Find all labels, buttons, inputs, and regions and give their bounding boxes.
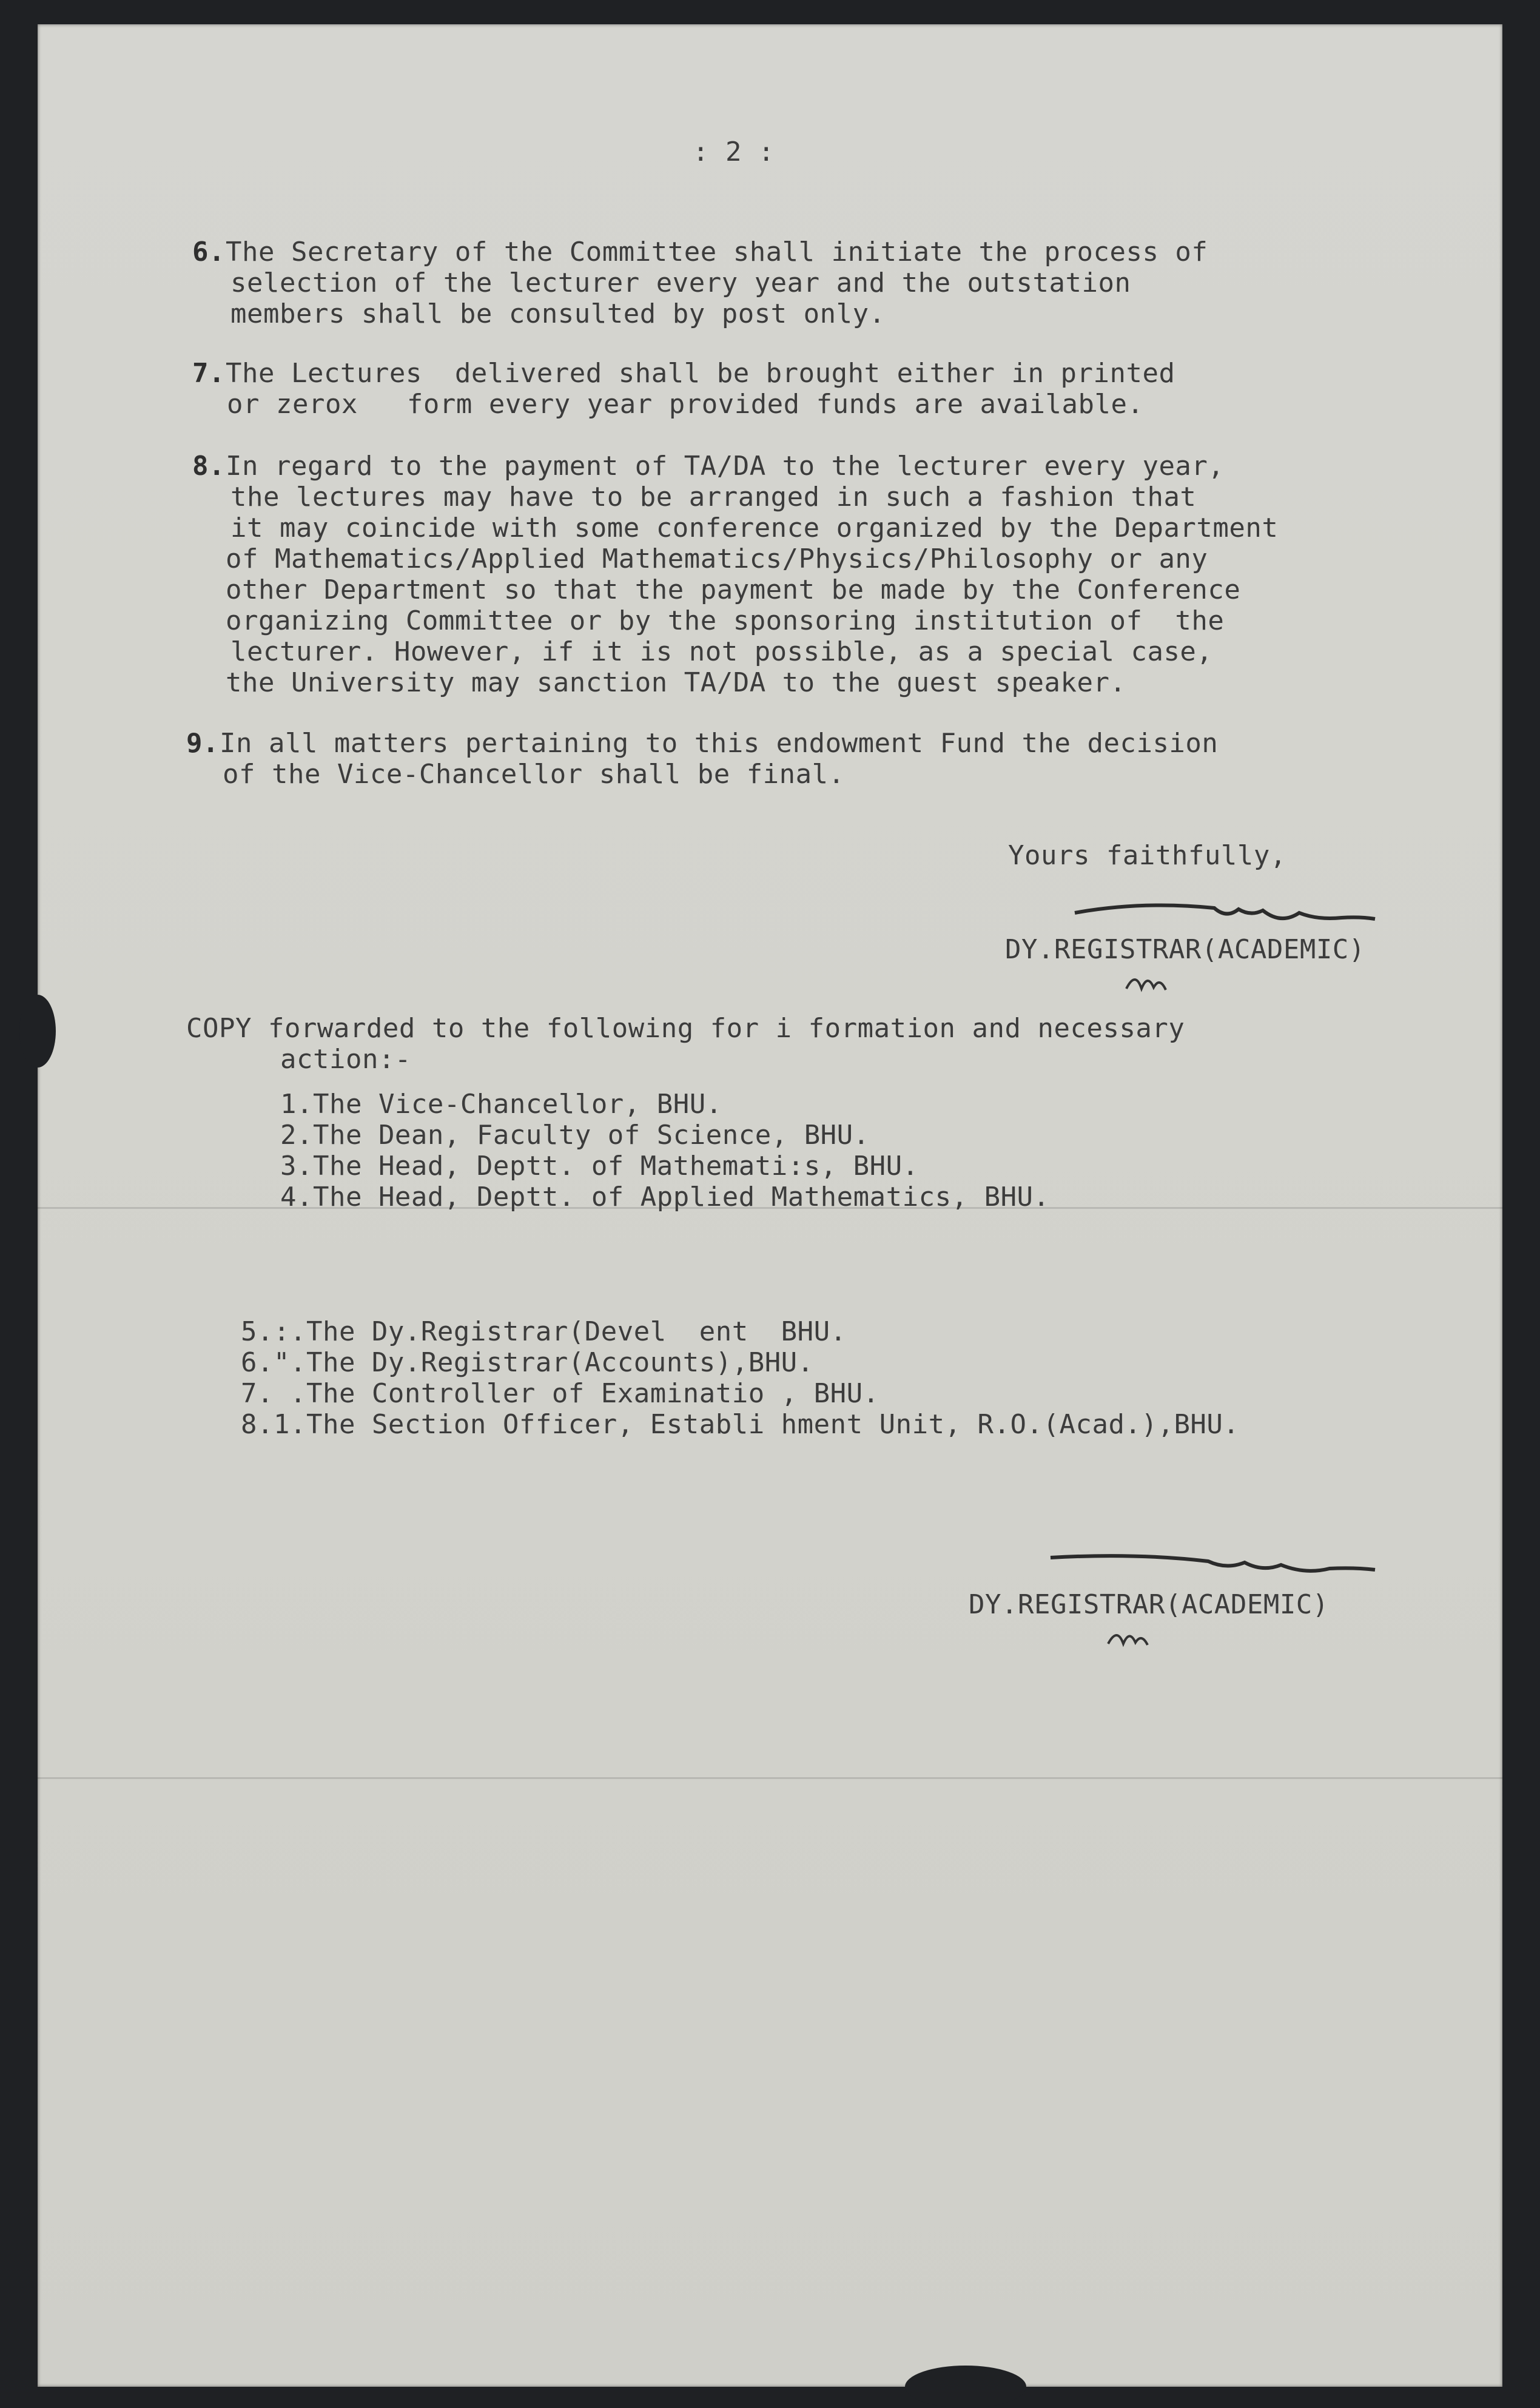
torn-edge — [905, 2366, 1026, 2408]
clause-number: 6. — [192, 237, 225, 267]
clause-number: 9. — [186, 728, 219, 759]
copy-recipient: 4.The Head, Deptt. of Applied Mathematics, BHU. — [280, 1182, 1050, 1212]
copy-recipient: 8.1.The Section Officer, Establi hment Unit, R.O.(Acad.),BHU. — [241, 1409, 1240, 1440]
copy-recipient: 5.:.The Dy.Registrar(Devel ent BHU. — [241, 1316, 847, 1347]
clause-line: the University may sanction TA/DA to the guest speaker. — [226, 667, 1126, 698]
clause-line: other Department so that the payment be made by the Conference — [226, 574, 1241, 605]
signature — [1044, 1541, 1384, 1595]
clause-line: The Lectures delivered shall be brought either in printed — [226, 358, 1175, 389]
clause-line: lecturer. However, if it is not possible, as a special case, — [230, 636, 1213, 667]
clause-line: it may coincide with some conference organized by the Department — [230, 513, 1279, 543]
initials — [1123, 964, 1178, 1001]
initials — [1105, 1619, 1160, 1656]
clause-line: In regard to the payment of TA/DA to the lecturer every year, — [226, 451, 1225, 482]
clause-line: organizing Committee or by the sponsoring institution of the — [226, 605, 1225, 636]
clause-line: selection of the lecturer every year and the outstation — [230, 267, 1131, 298]
clause-number: 7. — [192, 358, 225, 389]
copy-recipient: 2.The Dean, Faculty of Science, BHU. — [280, 1120, 870, 1151]
clause-line: or zerox form every year provided funds are available. — [227, 389, 1144, 420]
clause-line: the lectures may have to be arranged in such a fashion that — [230, 482, 1197, 513]
clause-line: The Secretary of the Committee shall initiate the process of — [226, 237, 1208, 267]
paper-fold — [38, 1777, 1502, 1779]
clause-line: In all matters pertaining to this endowment Fund the decision — [220, 728, 1219, 759]
closing: Yours faithfully, — [1008, 840, 1286, 871]
copy-heading: COPY forwarded to the following for i formation and necessary — [186, 1013, 1185, 1044]
copy-heading: action:- — [280, 1044, 411, 1075]
clause-line: of the Vice-Chancellor shall be final. — [223, 759, 845, 790]
copy-recipient: 6.".The Dy.Registrar(Accounts),BHU. — [241, 1347, 814, 1378]
copy-recipient: 7. .The Controller of Examinatio , BHU. — [241, 1378, 879, 1409]
signatory: DY.REGISTRAR(ACADEMIC) — [969, 1589, 1329, 1620]
page-number: : 2 : — [693, 136, 775, 167]
signatory: DY.REGISTRAR(ACADEMIC) — [1005, 934, 1365, 965]
clause-line: of Mathematics/Applied Mathematics/Physics/Philosophy or any — [226, 543, 1208, 574]
document-page — [38, 24, 1502, 2387]
clause-number: 8. — [192, 451, 225, 482]
clause-line: members shall be consulted by post only. — [230, 298, 886, 329]
copy-recipient: 1.The Vice-Chancellor, BHU. — [280, 1089, 722, 1120]
torn-edge — [19, 995, 56, 1068]
copy-recipient: 3.The Head, Deptt. of Mathemati:s, BHU. — [280, 1151, 919, 1182]
